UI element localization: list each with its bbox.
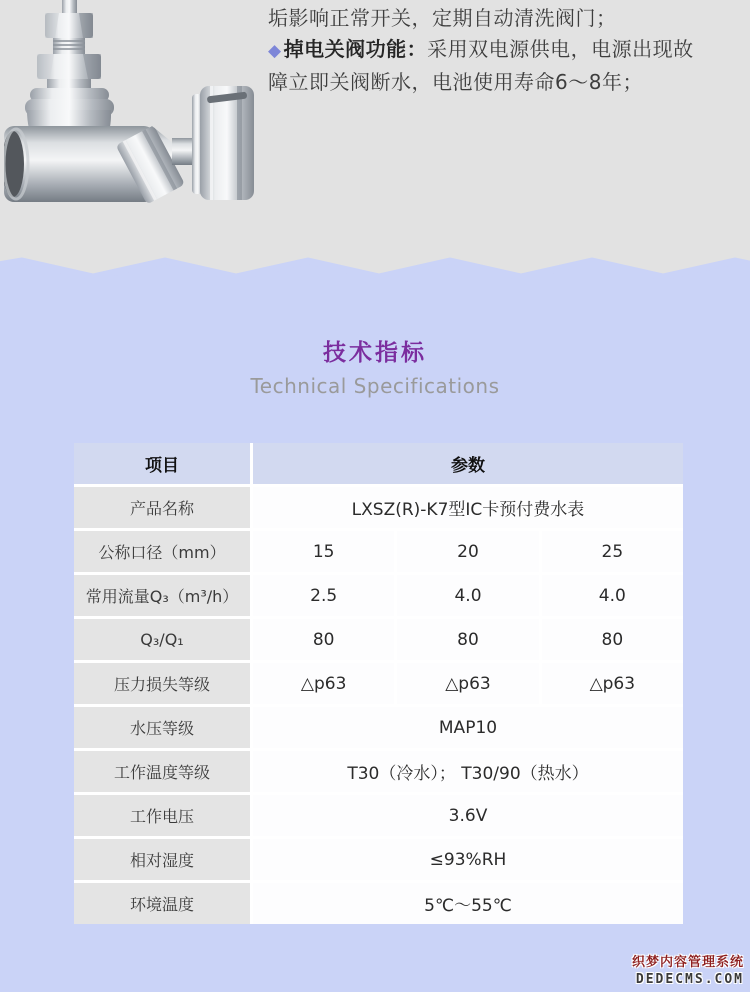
row-label: 产品名称 bbox=[74, 487, 250, 528]
row-value: 80 bbox=[253, 619, 394, 660]
row-value: LXSZ(R)-K7型IC卡预付费水表 bbox=[253, 487, 683, 528]
row-value: 20 bbox=[397, 531, 538, 572]
table-header-item: 项目 bbox=[74, 443, 250, 484]
specs-section bbox=[0, 284, 750, 992]
row-value: 80 bbox=[397, 619, 538, 660]
row-label: 环境温度 bbox=[74, 883, 250, 924]
feature-text-block bbox=[268, 3, 742, 98]
row-value: 15 bbox=[253, 531, 394, 572]
row-value: △p63 bbox=[397, 663, 538, 704]
intro-section bbox=[0, 0, 750, 256]
section-title-zh: 技术指标 bbox=[323, 340, 427, 366]
table-header-params: 参数 bbox=[253, 443, 683, 484]
feature-line-1: 垢影响正常开关，定期自动清洗阀门； bbox=[268, 6, 617, 30]
feature-line-2 bbox=[268, 34, 742, 67]
watermark-text-zh: 织梦内容管理系统 bbox=[631, 954, 744, 970]
dedecms-watermark bbox=[632, 954, 744, 989]
valve-product-photo bbox=[4, 0, 256, 232]
row-value: T30（冷水）； T30/90（热水） bbox=[253, 751, 683, 792]
row-label: 工作电压 bbox=[74, 795, 250, 836]
watermark-text-en: DEDECMS.COM bbox=[635, 972, 744, 988]
feature-line-3: 障立即关阀断水，电池使用寿命6～8年； bbox=[268, 70, 643, 94]
row-value: △p63 bbox=[253, 663, 394, 704]
diamond-bullet-icon: ◆ bbox=[268, 41, 282, 61]
row-value: 25 bbox=[542, 531, 683, 572]
row-label: 压力损失等级 bbox=[74, 663, 250, 704]
row-value: 3.6V bbox=[253, 795, 683, 836]
row-value: 80 bbox=[542, 619, 683, 660]
feature-label: 掉电关阀功能： bbox=[283, 37, 428, 61]
row-value: △p63 bbox=[542, 663, 683, 704]
row-value: 4.0 bbox=[397, 575, 538, 616]
spec-table bbox=[74, 443, 683, 924]
section-title-en: Technical Specifications bbox=[250, 374, 500, 398]
row-value: ≤93%RH bbox=[253, 839, 683, 880]
row-value: MAP10 bbox=[253, 707, 683, 748]
row-value: 4.0 bbox=[542, 575, 683, 616]
row-label: 公称口径（mm） bbox=[74, 531, 250, 572]
wave-divider bbox=[0, 256, 750, 284]
row-label: 相对湿度 bbox=[74, 839, 250, 880]
row-label: 水压等级 bbox=[74, 707, 250, 748]
row-label: 常用流量Q₃（m³/h） bbox=[74, 575, 250, 616]
row-value: 2.5 bbox=[253, 575, 394, 616]
row-label: Q₃/Q₁ bbox=[74, 619, 250, 660]
feature-text: 采用双电源供电，电源出现故 bbox=[427, 37, 694, 61]
row-value: 5℃～55℃ bbox=[253, 883, 683, 924]
row-label: 工作温度等级 bbox=[74, 751, 250, 792]
